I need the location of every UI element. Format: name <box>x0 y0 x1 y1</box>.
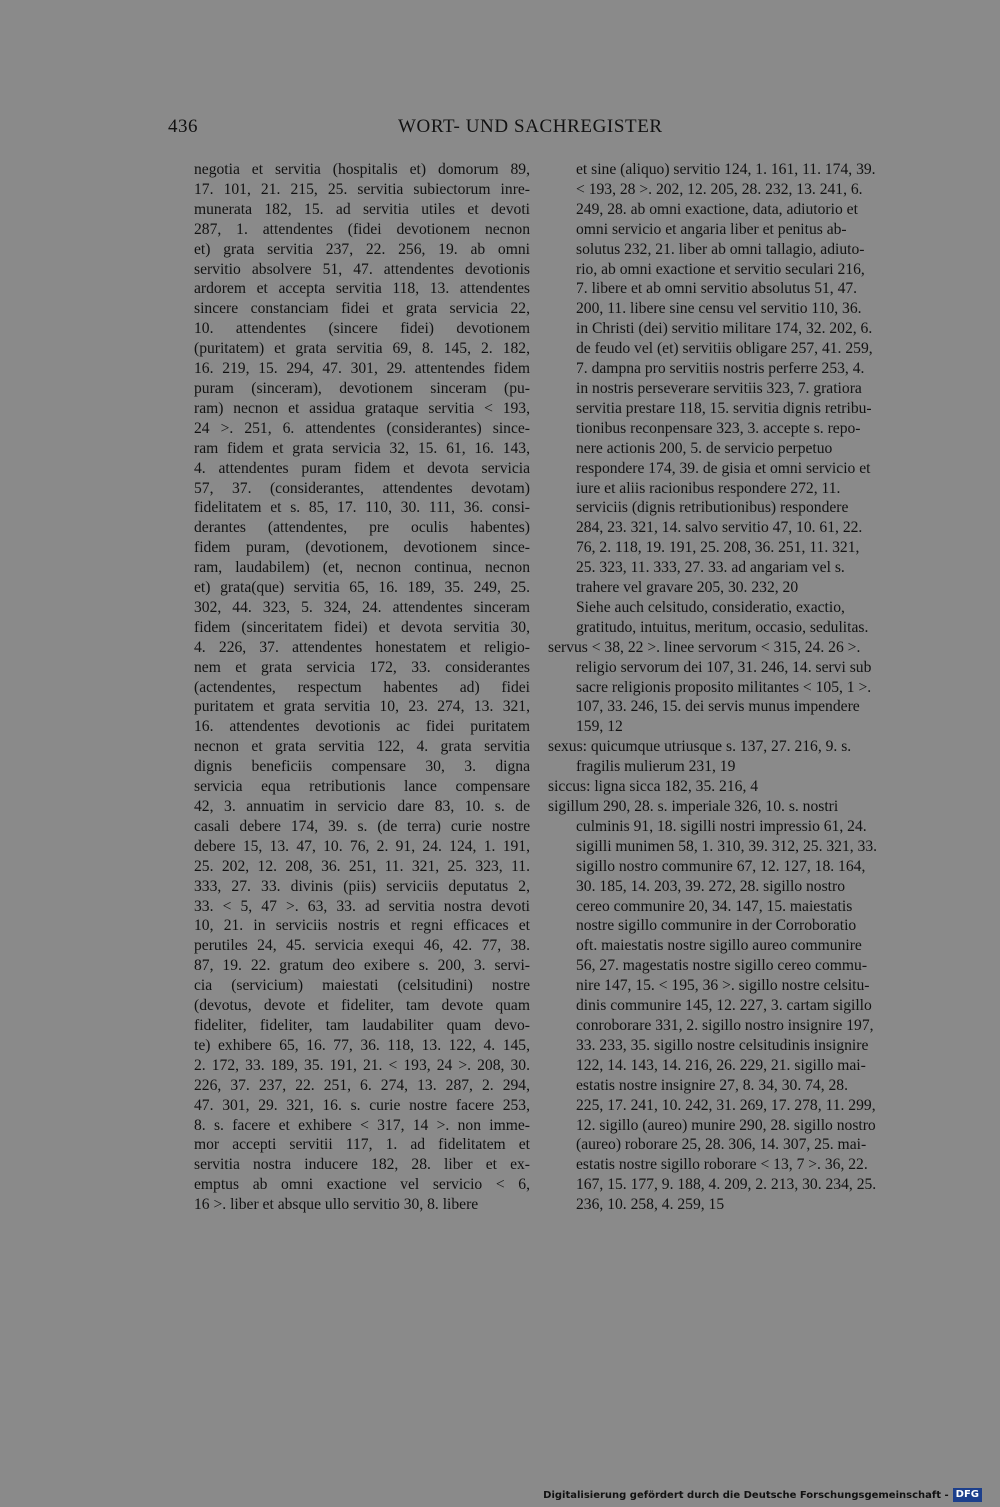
index-line: 7. libere et ab omni servitio absolutus 51, 47. <box>576 280 858 298</box>
index-line: rio, ab omni exactione et servitio seculari 216, <box>576 260 865 278</box>
index-line: trahere vel gravare 205, 30. 232, 20 <box>576 579 799 597</box>
index-line: 10. attendentes (sincere fidei) devotionem <box>194 320 530 338</box>
index-line: sincere constanciam fidei et grata servicia 22, <box>194 300 530 318</box>
footer-credit <box>543 1488 982 1502</box>
index-line: estatis nostre insignire 27, 8. 34, 30. 74, 28. <box>576 1076 848 1094</box>
index-line: culminis 91, 18. sigilli nostri impressio 61, 24. <box>576 817 867 835</box>
index-line: 7. dampna pro servitiis nostris perferre 253, 4. <box>576 360 865 378</box>
index-line: 24 >. 251, 6. attendentes (considerantes) since- <box>194 419 530 437</box>
index-line: 25. 323, 11. 333, 27. 33. ad angariam vel s. <box>576 559 845 577</box>
index-line: servitio absolvere 51, 47. attendentes devotionis <box>194 260 530 278</box>
index-line: derantes (attendentes, pre oculis habentes) <box>194 519 530 537</box>
index-line: nostre sigillo communire in der Corroboratio <box>576 917 857 935</box>
index-line: servitia nostra inducere 182, 28. liber et ex- <box>194 1156 530 1174</box>
index-line: serviciis (dignis retributionibus) respondere <box>576 499 849 517</box>
right-column <box>548 160 912 1215</box>
index-line: 122, 14. 143, 14. 216, 26. 229, 21. sigillo mai- <box>576 1056 866 1074</box>
index-line: casali debere 174, 39. s. (de terra) curie nostre <box>194 817 530 835</box>
index-line: de feudo vel (et) servitiis obligare 257, 41. 259, <box>576 340 873 358</box>
index-line: nem et grata servicia 172, 33. considerantes <box>194 658 530 676</box>
index-line: fidem (sinceritatem fidei) et devota servitia 30, <box>194 618 530 636</box>
index-line: munerata 182, 15. ad servitia utiles et devoti <box>194 200 530 218</box>
index-line: 236, 10. 258, 4. 259, 15 <box>576 1196 725 1214</box>
index-line: servicia equa retributionis lance compensare <box>194 778 530 796</box>
index-line: nere actionis 200, 5. de servicio perpetuo <box>576 439 833 457</box>
index-line: 226, 37. 237, 22. 251, 6. 274, 13. 287, 2. 294, <box>194 1076 530 1094</box>
index-line: 249, 28. ab omni exactione, data, adiutorio et <box>576 200 858 218</box>
index-line: omni servicio et angaria liber et penitus ab- <box>576 220 847 238</box>
index-line: ram) necnon et assidua grataque servitia < 193, <box>194 399 530 417</box>
index-line: Siehe auch celsitudo, consideratio, exactio, <box>576 598 845 616</box>
index-line: 30. 185, 14. 203, 39. 272, 28. sigillo nostro <box>576 877 845 895</box>
index-line: et sine (aliquo) servitio 124, 1. 161, 11. 174, 39. <box>576 161 876 178</box>
index-line: nire 147, 15. < 195, 36 >. sigillo nostre celsitu- <box>576 977 870 995</box>
index-line: dinis communire 145, 12. 227, 3. cartam sigillo <box>576 997 872 1015</box>
index-line: fideliter, fideliter, tam laudabiliter quam devo- <box>194 1016 530 1034</box>
index-headword-line: sexus: quicumque utriusque s. 137, 27. 216, 9. s. <box>548 738 852 756</box>
index-line: 8. s. facere et exhibere < 317, 14 >. non imme- <box>194 1116 530 1134</box>
index-line: servitia prestare 118, 15. servitia dignis retribu- <box>576 399 872 417</box>
index-line: 25. 202, 12. 208, 36. 251, 11. 321, 25. 323, 11. <box>194 857 530 875</box>
index-line: puritatem et grata servitia 10, 23. 274, 13. 321, <box>194 698 530 716</box>
index-line: 2. 172, 33. 189, 35. 191, 21. < 193, 24 >. 208, 30. <box>194 1056 530 1074</box>
index-line: cia (servicium) maiestati (celsitudini) nostre <box>194 977 530 995</box>
index-line: religio servorum dei 107, 31. 246, 14. servi sub <box>576 658 872 676</box>
index-line: (devotus, devote et fideliter, tam devote quam <box>194 997 530 1015</box>
index-line: 4. attendentes puram fidem et devota servicia <box>194 459 530 477</box>
index-line: 200, 11. libere sine censu vel servitio 110, 36. <box>576 300 862 318</box>
index-line: emptus ab omni exactione vel servicio < 6, <box>194 1176 530 1194</box>
index-line: et) grata servitia 237, 22. 256, 19. ab omni <box>194 240 530 258</box>
index-line: dignis beneficiis compensare 30, 3. digna <box>194 758 530 776</box>
index-line: sacre religionis proposito militantes < 105, 1 >. <box>576 678 872 696</box>
index-line: 4. 226, 37. attendentes honestatem et religio- <box>194 638 530 656</box>
index-headword-line: siccus: ligna sicca 182, 35. 216, 4 <box>548 778 759 796</box>
index-line: fidem puram, (devotionem, devotionem since- <box>194 539 530 557</box>
index-line: 42, 3. annuatim in servicio dare 83, 10. s. de <box>194 798 530 815</box>
index-line: sigillo nostro communire 67, 12. 127, 18. 164, <box>576 857 866 875</box>
index-line: 17. 101, 21. 215, 25. servitia subiectorum inre- <box>194 180 530 198</box>
index-line: tionibus reconpensare 323, 3. accepte s. repo- <box>576 419 861 437</box>
index-line: 33. 233, 35. sigillo nostre celsitudinis insignire <box>576 1036 869 1054</box>
index-line: negotia et servitia (hospitalis et) domorum 89, <box>194 161 530 178</box>
index-line: 87, 19. 22. gratum deo exibere s. 200, 3. servi- <box>194 957 530 975</box>
index-line: (actendentes, respectum habentes ad) fidei <box>194 678 530 696</box>
index-line: in nostris perseverare servitiis 323, 7. gratiora <box>576 379 862 397</box>
index-line: necnon et grata servitia 122, 4. grata servitia <box>194 738 530 756</box>
index-line: fragilis mulierum 231, 19 <box>576 758 736 776</box>
index-line: 16. attendentes devotionis ac fidei puritatem <box>194 718 530 736</box>
index-line: (aureo) roborare 25, 28. 306, 14. 307, 25. mai- <box>576 1136 867 1154</box>
index-headword-line: sigillum 290, 28. s. imperiale 326, 10. s. nostri <box>548 798 839 815</box>
index-line: 167, 15. 177, 9. 188, 4. 209, 2. 213, 30. 234, 25. <box>576 1176 877 1194</box>
index-line: debere 15, 13. 47, 10. 76, 2. 91, 24. 124, 1. 191, <box>194 837 530 855</box>
index-line: mor accepti servitii 117, 1. ad fidelitatem et <box>194 1136 530 1154</box>
index-line: estatis nostre sigillo roborare < 13, 7 >. 36, 22. <box>576 1156 868 1174</box>
index-line: 16. 219, 15. 294, 47. 301, 29. attentendes fidem <box>194 360 530 378</box>
running-title: WORT- UND SACHREGISTER <box>398 116 663 137</box>
index-line: 284, 23. 321, 14. salvo servitio 47, 10. 61, 22. <box>576 519 863 537</box>
index-line: perutiles 24, 45. servicia exequi 46, 42. 77, 38. <box>194 937 530 955</box>
index-line: 57, 37. (considerantes, attendentes devotam) <box>194 479 530 497</box>
index-line: 159, 12 <box>576 718 623 736</box>
index-line: 33. < 5, 47 >. 63, 33. ad servitia nostra devoti <box>194 897 530 915</box>
index-line: sigilli munimen 58, 1. 310, 39. 312, 25. 321, 33. <box>576 837 878 855</box>
index-headword-line: servus < 38, 22 >. linee servorum < 315, 24. 26 >. <box>548 638 861 656</box>
index-line: 47. 301, 29. 321, 16. s. curie nostre facere 253, <box>194 1096 530 1114</box>
index-line: oft. maiestatis nostre sigillo aureo communire <box>576 937 862 955</box>
index-line: 225, 17. 241, 10. 242, 31. 269, 17. 278, 11. 299, <box>576 1096 876 1114</box>
index-line: ram, laudabilem) (et, necnon continua, necnon <box>194 559 530 577</box>
index-line: < 193, 28 >. 202, 12. 205, 28. 232, 13. 241, 6. <box>576 180 863 198</box>
index-line: solutus 232, 21. liber ab omni tallagio, adiuto- <box>576 240 865 258</box>
index-line: respondere 174, 39. de gisia et omni servicio et <box>576 459 871 477</box>
index-line: cereo communire 20, 34. 147, 15. maiestatis <box>576 897 853 915</box>
page-number: 436 <box>168 116 198 137</box>
index-line: fidelitatem et s. 85, 17. 110, 30. 111, 36. consi- <box>194 499 530 517</box>
index-line: 333, 27. 33. divinis (piis) serviciis deputatus 2, <box>194 877 530 895</box>
index-line: 12. sigillo (aureo) munire 290, 28. sigillo nostro <box>576 1116 876 1134</box>
dfg-logo: DFG <box>953 1488 982 1502</box>
index-line: 10, 21. in serviciis nostris et regni efficaces et <box>194 917 530 935</box>
index-line: in Christi (dei) servitio militare 174, 32. 202, 6. <box>576 320 873 338</box>
footer-credit-text: Digitalisierung gefördert durch die Deutsche Forschungsgemeinschaft - <box>543 1489 949 1501</box>
index-line: 107, 33. 246, 15. dei servis munus impendere <box>576 698 860 716</box>
index-line: 287, 1. attendentes (fidei devotionem necnon <box>194 220 530 238</box>
index-line: 76, 2. 118, 19. 191, 25. 208, 36. 251, 11. 321, <box>576 539 860 557</box>
index-line: gratitudo, intuitus, meritum, occasio, sedulitas. <box>576 618 869 636</box>
index-line: te) exhibere 65, 16. 77, 36. 118, 13. 122, 4. 145, <box>194 1036 530 1054</box>
index-line: 16 >. liber et absque ullo servitio 30, 8. libere <box>194 1196 479 1214</box>
index-line: iure et aliis racionibus respondere 272, 11. <box>576 479 841 497</box>
index-line: 302, 44. 323, 5. 324, 24. attendentes sinceram <box>194 598 530 616</box>
index-line: 56, 27. magestatis nostre sigillo cereo commu- <box>576 957 868 975</box>
index-line: (puritatem) et grata servitia 69, 8. 145, 2. 182, <box>194 340 530 358</box>
index-line: et) grata(que) servitia 65, 16. 189, 35. 249, 25. <box>194 579 530 597</box>
index-line: conroborare 331, 2. sigillo nostro insignire 197, <box>576 1016 874 1034</box>
index-line: ram fidem et grata servicia 32, 15. 61, 16. 143, <box>194 439 530 457</box>
left-column <box>194 160 530 1215</box>
index-line: ardorem et accepta servitia 118, 13. attendentes <box>194 280 530 298</box>
index-line: puram (sinceram), devotionem sinceram (pu- <box>194 379 530 397</box>
